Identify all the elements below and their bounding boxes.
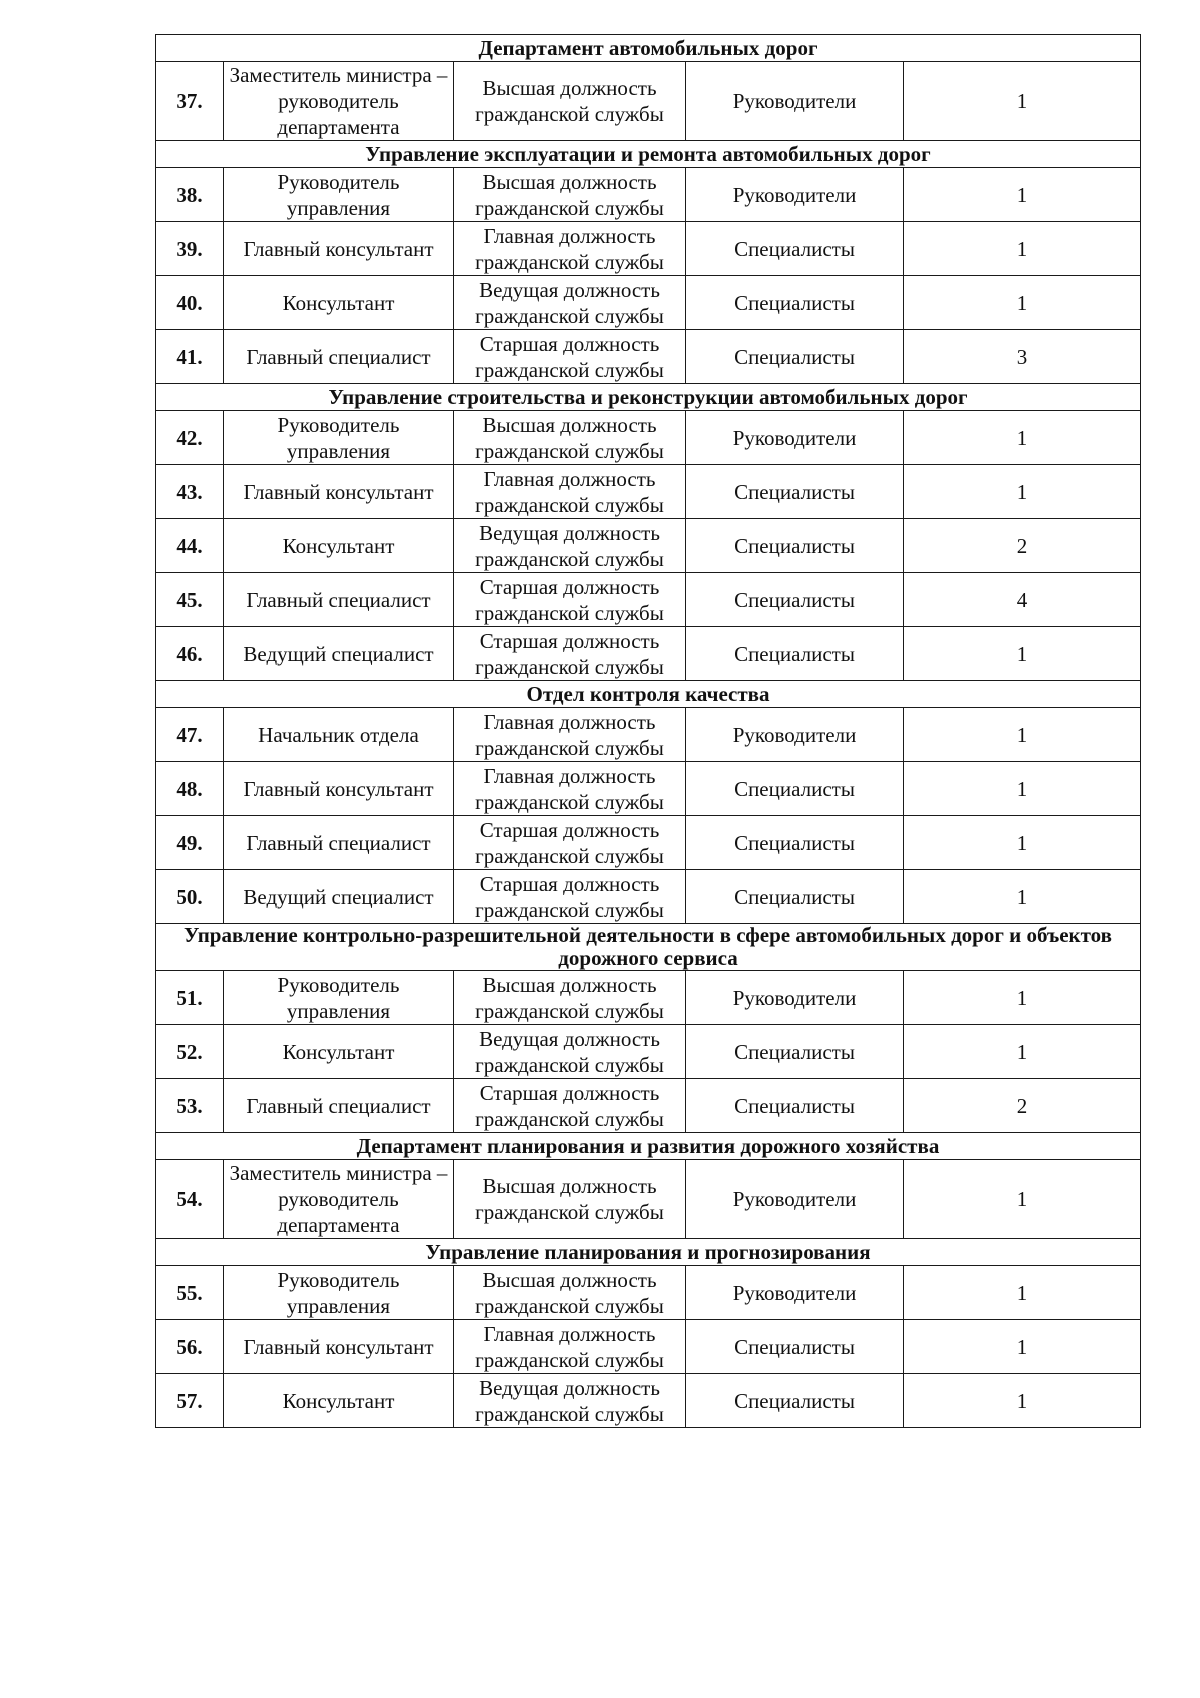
staff-count-cell: 1 (904, 168, 1141, 222)
table-row (156, 411, 1141, 465)
category-cell: Специалисты (686, 627, 904, 681)
category-cell: Руководители (686, 62, 904, 141)
position-title-cell: Руководитель управления (224, 971, 454, 1025)
position-title-cell: Заместитель министра – руководитель департамента (224, 1160, 454, 1239)
table-row (156, 627, 1141, 681)
row-number-cell: 44. (156, 519, 224, 573)
staff-count-cell: 1 (904, 870, 1141, 924)
section-heading: Управление эксплуатации и ремонта автомобильных дорог (156, 141, 1141, 168)
staff-count-cell: 1 (904, 971, 1141, 1025)
staff-count-cell: 1 (904, 708, 1141, 762)
staff-count-cell: 1 (904, 222, 1141, 276)
position-group-cell: Старшая должность гражданской службы (454, 816, 686, 870)
row-number-cell: 49. (156, 816, 224, 870)
table-row (156, 1320, 1141, 1374)
staff-count-cell: 1 (904, 762, 1141, 816)
position-group-cell: Главная должность гражданской службы (454, 708, 686, 762)
position-title-cell: Главный специалист (224, 1079, 454, 1133)
category-cell: Специалисты (686, 870, 904, 924)
position-group-cell: Ведущая должность гражданской службы (454, 276, 686, 330)
position-title-cell: Руководитель управления (224, 168, 454, 222)
category-cell: Специалисты (686, 816, 904, 870)
staff-count-cell: 1 (904, 1160, 1141, 1239)
staff-count-cell: 1 (904, 816, 1141, 870)
row-number-cell: 57. (156, 1374, 224, 1428)
staff-count-cell: 2 (904, 1079, 1141, 1133)
section-heading: Отдел контроля качества (156, 681, 1141, 708)
category-cell: Руководители (686, 971, 904, 1025)
category-cell: Специалисты (686, 1374, 904, 1428)
section-row (156, 141, 1141, 168)
category-cell: Руководители (686, 168, 904, 222)
position-title-cell: Главный консультант (224, 762, 454, 816)
section-row (156, 35, 1141, 62)
row-number-cell: 51. (156, 971, 224, 1025)
position-title-cell: Ведущий специалист (224, 627, 454, 681)
category-cell: Специалисты (686, 762, 904, 816)
section-row (156, 924, 1141, 971)
position-title-cell: Руководитель управления (224, 411, 454, 465)
row-number-cell: 53. (156, 1079, 224, 1133)
row-number-cell: 40. (156, 276, 224, 330)
position-title-cell: Консультант (224, 519, 454, 573)
staff-count-cell: 2 (904, 519, 1141, 573)
category-cell: Специалисты (686, 573, 904, 627)
row-number-cell: 54. (156, 1160, 224, 1239)
row-number-cell: 38. (156, 168, 224, 222)
row-number-cell: 50. (156, 870, 224, 924)
table-row (156, 1374, 1141, 1428)
staff-table-body (156, 35, 1141, 1428)
category-cell: Специалисты (686, 1320, 904, 1374)
position-group-cell: Главная должность гражданской службы (454, 762, 686, 816)
table-row (156, 168, 1141, 222)
position-title-cell: Главный консультант (224, 1320, 454, 1374)
position-title-cell: Главный специалист (224, 573, 454, 627)
row-number-cell: 55. (156, 1266, 224, 1320)
position-group-cell: Главная должность гражданской службы (454, 1320, 686, 1374)
position-group-cell: Старшая должность гражданской службы (454, 870, 686, 924)
position-title-cell: Главный консультант (224, 222, 454, 276)
section-row (156, 1133, 1141, 1160)
section-row (156, 384, 1141, 411)
category-cell: Специалисты (686, 519, 904, 573)
position-title-cell: Консультант (224, 1374, 454, 1428)
row-number-cell: 37. (156, 62, 224, 141)
table-row (156, 62, 1141, 141)
table-row (156, 971, 1141, 1025)
category-cell: Руководители (686, 411, 904, 465)
row-number-cell: 56. (156, 1320, 224, 1374)
staff-count-cell: 1 (904, 465, 1141, 519)
table-row (156, 816, 1141, 870)
category-cell: Специалисты (686, 222, 904, 276)
category-cell: Руководители (686, 1266, 904, 1320)
staff-count-cell: 1 (904, 1320, 1141, 1374)
position-title-cell: Главный специалист (224, 816, 454, 870)
section-heading: Управление планирования и прогнозирования (156, 1239, 1141, 1266)
position-group-cell: Главная должность гражданской службы (454, 222, 686, 276)
position-group-cell: Высшая должность гражданской службы (454, 62, 686, 141)
category-cell: Специалисты (686, 465, 904, 519)
position-group-cell: Высшая должность гражданской службы (454, 168, 686, 222)
position-title-cell: Заместитель министра – руководитель департамента (224, 62, 454, 141)
category-cell: Руководители (686, 1160, 904, 1239)
position-group-cell: Главная должность гражданской службы (454, 465, 686, 519)
table-row (156, 870, 1141, 924)
row-number-cell: 42. (156, 411, 224, 465)
position-title-cell: Руководитель управления (224, 1266, 454, 1320)
position-title-cell: Консультант (224, 1025, 454, 1079)
position-group-cell: Высшая должность гражданской службы (454, 1160, 686, 1239)
row-number-cell: 46. (156, 627, 224, 681)
section-heading: Департамент автомобильных дорог (156, 35, 1141, 62)
section-row (156, 1239, 1141, 1266)
position-group-cell: Ведущая должность гражданской службы (454, 1374, 686, 1428)
table-row (156, 762, 1141, 816)
row-number-cell: 52. (156, 1025, 224, 1079)
staff-count-cell: 4 (904, 573, 1141, 627)
position-group-cell: Ведущая должность гражданской службы (454, 1025, 686, 1079)
staff-count-cell: 1 (904, 1266, 1141, 1320)
position-group-cell: Старшая должность гражданской службы (454, 330, 686, 384)
row-number-cell: 41. (156, 330, 224, 384)
position-group-cell: Высшая должность гражданской службы (454, 1266, 686, 1320)
staff-count-cell: 1 (904, 627, 1141, 681)
section-row (156, 681, 1141, 708)
position-title-cell: Начальник отдела (224, 708, 454, 762)
table-row (156, 519, 1141, 573)
table-row (156, 708, 1141, 762)
section-heading: Управление контрольно-разрешительной деятельности в сфере автомобильных дорог и объектов дорожного сервиса (156, 924, 1141, 971)
section-heading: Департамент планирования и развития дорожного хозяйства (156, 1133, 1141, 1160)
staff-count-cell: 1 (904, 411, 1141, 465)
section-heading: Управление строительства и реконструкции автомобильных дорог (156, 384, 1141, 411)
table-row (156, 330, 1141, 384)
staff-count-cell: 3 (904, 330, 1141, 384)
category-cell: Специалисты (686, 1025, 904, 1079)
position-group-cell: Старшая должность гражданской службы (454, 1079, 686, 1133)
position-title-cell: Главный консультант (224, 465, 454, 519)
staff-table (155, 34, 1141, 1428)
table-row (156, 276, 1141, 330)
position-group-cell: Старшая должность гражданской службы (454, 627, 686, 681)
position-group-cell: Высшая должность гражданской службы (454, 411, 686, 465)
staff-count-cell: 1 (904, 62, 1141, 141)
position-group-cell: Ведущая должность гражданской службы (454, 519, 686, 573)
position-group-cell: Старшая должность гражданской службы (454, 573, 686, 627)
table-row (156, 222, 1141, 276)
category-cell: Специалисты (686, 276, 904, 330)
position-title-cell: Консультант (224, 276, 454, 330)
row-number-cell: 45. (156, 573, 224, 627)
table-row (156, 1079, 1141, 1133)
staff-count-cell: 1 (904, 1374, 1141, 1428)
staff-count-cell: 1 (904, 276, 1141, 330)
table-row (156, 1160, 1141, 1239)
position-title-cell: Главный специалист (224, 330, 454, 384)
position-title-cell: Ведущий специалист (224, 870, 454, 924)
table-row (156, 573, 1141, 627)
category-cell: Руководители (686, 708, 904, 762)
row-number-cell: 48. (156, 762, 224, 816)
table-row (156, 1266, 1141, 1320)
position-group-cell: Высшая должность гражданской службы (454, 971, 686, 1025)
category-cell: Специалисты (686, 330, 904, 384)
category-cell: Специалисты (686, 1079, 904, 1133)
row-number-cell: 47. (156, 708, 224, 762)
staff-count-cell: 1 (904, 1025, 1141, 1079)
row-number-cell: 39. (156, 222, 224, 276)
table-row (156, 1025, 1141, 1079)
table-row (156, 465, 1141, 519)
row-number-cell: 43. (156, 465, 224, 519)
